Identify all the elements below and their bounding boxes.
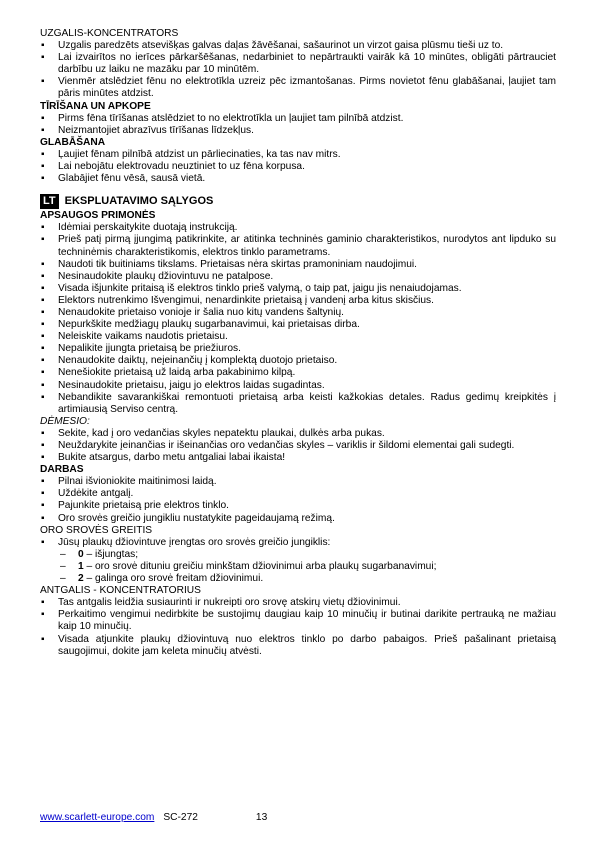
- speed-mode-item: [60, 561, 556, 573]
- speed-mode-number: 1: [78, 560, 84, 572]
- speed-mode-number: 2: [78, 573, 84, 585]
- list-item: ▪ Uždėkite antgalį.: [40, 488, 556, 500]
- list-item: ▪ Nesinaudokite prietaisu, jaigu jo elektros laidas sugadintas.: [40, 380, 556, 392]
- speed-mode-number: 0: [78, 548, 84, 560]
- page-number: 13: [255, 812, 268, 823]
- list-item: ▪ Pilnai išvioniokite maitinimosi laidą.: [40, 476, 556, 488]
- speed-mode-item: [60, 573, 556, 585]
- list-item: ▪ Visada atjunkite plaukų džiovintuvą nuo elektros tinklo po darbo pabaigos. Prieš pašalinant prietaisą saugojimui, dokite jam keleta minučių atvėsti.: [40, 634, 556, 658]
- speed-mode-text: – oro srovė dituniu greičiu minkštam džiovinimui arba plaukų sugarbanavimui;: [83, 560, 437, 572]
- lv-cleaning-list: [40, 113, 556, 137]
- lt-concentrator-heading: ANTGALIS - KONCENTRATORIUS: [40, 585, 201, 597]
- lt-attention-list: [40, 428, 556, 464]
- list-item: ▪ Naudoti tik buitiniams tikslams. Prietaisas nėra skirtas pramoniniam naudojimui.: [40, 259, 556, 271]
- lt-speed-list: [40, 537, 556, 549]
- list-item: ▪ Nenaudokite prietaiso vonioje ir šalia nuo kitų vandens šaltynių.: [40, 307, 556, 319]
- speed-mode-text: – išjungtas;: [83, 548, 139, 560]
- website-link[interactable]: www.scarlett-europe.com: [40, 812, 155, 823]
- list-item: ▪ Nebandikite savarankiškai remontuoti prietaisą arba keisti kažkokias detales. Radus gedimų kreipkitės į artimiausią Serviso centrą.: [40, 392, 556, 416]
- lt-speed-modes: [40, 549, 556, 585]
- list-item: ▪ Glabājiet fēnu vēsā, sausā vietā.: [40, 173, 556, 185]
- list-item: ▪ Nesinaudokite plaukų džiovintuvu ne patalpose.: [40, 271, 556, 283]
- lt-operation-list: [40, 476, 556, 524]
- lv-nozzle-list: [40, 40, 556, 52]
- lv-storage-list: [40, 149, 556, 185]
- lt-concentrator-list: [40, 597, 556, 657]
- speed-mode-item: [60, 549, 556, 561]
- list-item: ▪ Lai nebojātu elektrovadu neuztiniet to uz fēna korpusa.: [40, 161, 556, 173]
- lt-section-header: [40, 194, 556, 209]
- lt-section-title: EKSPLUATAVIMO SĄLYGOS: [64, 195, 214, 208]
- list-item: ▪ Neuždarykite įeinančias ir išeinančias oro vedančias skyles – variklis ir šildomi elementai gali sudegti.: [40, 440, 556, 452]
- list-item: ▪ Jūsų plaukų džiovintuve įrengtas oro srovės greičio jungiklis:: [40, 537, 556, 549]
- document-page: [40, 28, 556, 658]
- list-item: ▪ Nepalikite įjungta prietaisą be priežiuros.: [40, 343, 556, 355]
- lt-safety-list: [40, 222, 556, 416]
- list-item: ▪ Pirms fēna tīrīšanas atslēdziet to no elektrotīkla un ļaujiet tam pilnībā atdzist.: [40, 113, 556, 125]
- list-item: ▪ Perkaitimo vengimui nedirbkite be sustojimų daugiau kaip 10 minučių ir butinai darikite pertrauką ne mažiau kaip 10 minučių.: [40, 609, 556, 633]
- list-item: ▪ Lai izvairītos no ierīces pārkaršēšanas, nedarbiniet to nepārtraukti vairāk kā 10 minūtes, obligāti pārtrauciet darbību uz laiku ne mazāku par 10 minūtēm.: [40, 52, 556, 76]
- speed-mode-text: – galinga oro srovė freitam džiovinimui.: [83, 573, 264, 585]
- lt-attention-heading: DĖMESIO:: [40, 415, 90, 427]
- language-badge: LT: [40, 194, 59, 209]
- page-footer: [40, 812, 556, 823]
- list-item: ▪ Bukite atsargus, darbo metu antgaliai labai ikaista!: [40, 452, 556, 464]
- list-item: ▪ Neleiskite vaikams naudotis prietaisu.: [40, 331, 556, 343]
- list-item: ▪ Nenaudokite daiktų, neįeinančių į komplektą duotojo prietaiso.: [40, 355, 556, 367]
- list-item: ▪ Elektors nutrenkimo Išvengimui, nenardinkite prietaisą į vandenį arba kitus skisčius.: [40, 295, 556, 307]
- lv-storage-heading: GLABĀŠANA: [40, 136, 106, 148]
- list-item: ▪ Ļaujiet fēnam pilnībā atdzist un pārliecinaties, ka tas nav mitrs.: [40, 149, 556, 161]
- lt-speed-heading: ORO SROVĖS GREITIS: [40, 524, 153, 536]
- lv-nozzle-heading: UZGALIS-KONCENTRATORS: [40, 28, 179, 39]
- list-item: ▪ Nenešiokite prietaisą už laidą arba pakabinimo kilpą.: [40, 367, 556, 379]
- list-item: ▪ Vienmēr atslēdziet fēnu no elektrotīkla uzreiz pēc izmantošanas. Pirms novietot fēnu glabāšanai, ļaujiet tam pāris minūtes atdzist.: [40, 76, 556, 100]
- lv-cleaning-heading: TĪRĪŠANA UN APKOPE: [40, 100, 151, 112]
- list-item: ▪ Sekite, kad į oro vedančias skyles nepatektu plaukai, dulkės arba pukas.: [40, 428, 556, 440]
- list-item: ▪ Pajunkite prietaisą prie elektros tinklo.: [40, 500, 556, 512]
- lt-operation-heading: DARBAS: [40, 464, 84, 476]
- list-item: ▪ Prieš patį pirmą įjungimą patikrinkite, ar atitinka techninės gaminio charakteristikos, nurodytos ant lipduko su techninėmis charakteristikomis, elektros tinklo parametrams.: [40, 234, 556, 258]
- list-item: ▪ Oro srovės greičio jungikliu nustatykite pageidaujamą režimą.: [40, 513, 556, 525]
- model-number: SC-272: [163, 812, 198, 823]
- lt-safety-heading: APSAUGOS PRIMONĖS: [40, 210, 156, 222]
- lv-overheat-list: [40, 52, 556, 100]
- list-item: ▪ Uzgalis paredzēts atsevišķas galvas daļas žāvēšanai, sašaurinot un virzot gaisa plūsmu tieši uz to.: [40, 40, 556, 52]
- list-item: ▪ Idėmiai perskaitykite duotają instrukciją.: [40, 222, 556, 234]
- list-item: ▪ Nepurkškite medžiagų plaukų sugarbanavimui, kai prietaisas dirba.: [40, 319, 556, 331]
- list-item: ▪ Neizmantojiet abrazīvus tīrīšanas līdzekļus.: [40, 125, 556, 137]
- list-item: ▪ Tas antgalis leidžia susiaurinti ir nukreipti oro srovę atskirų vietų džiovinimui.: [40, 597, 556, 609]
- list-item: ▪ Visada išjunkite pritaisą iš elektros tinklo prieš valymą, o taip pat, jaigu jis nenaiudojamas.: [40, 283, 556, 295]
